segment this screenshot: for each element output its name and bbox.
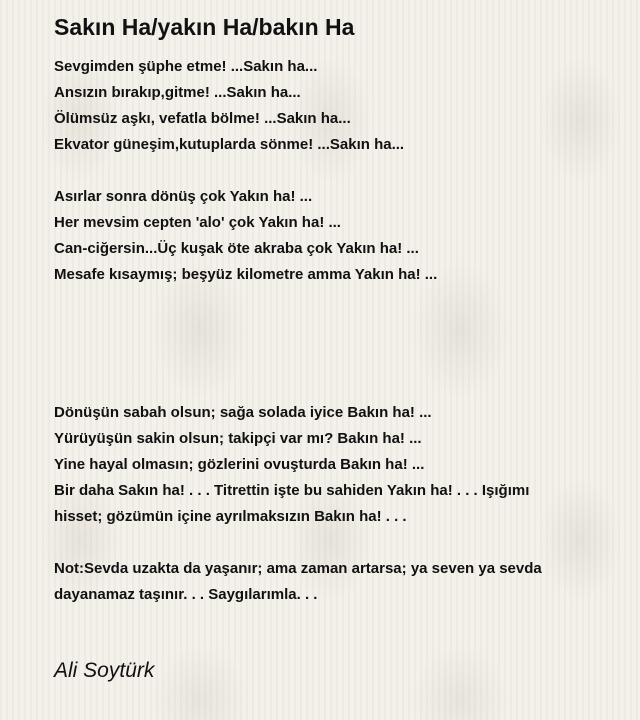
poem-line: Yürüyüşün sakin olsun; takipçi var mı? Bakın ha! ... xyxy=(54,430,422,447)
poem-title: Sakın Ha/yakın Ha/bakın Ha xyxy=(54,14,355,40)
poem-note xyxy=(54,556,630,608)
poem-line: Can-ciğersin...Üç kuşak öte akraba çok Yakın ha! ... xyxy=(54,240,419,257)
poem-line: Her mevsim cepten 'alo' çok Yakın ha! ... xyxy=(54,214,341,231)
poem-line: Ansızın bırakıp,gitme! ...Sakın ha... xyxy=(54,84,301,101)
stanza-3 xyxy=(54,400,630,530)
poem-line: Ölümsüz aşkı, vefatla bölme! ...Sakın ha... xyxy=(54,110,351,127)
poem-line: Asırlar sonra dönüş çok Yakın ha! ... xyxy=(54,188,313,205)
poem-line: Yine hayal olmasın; gözlerini ovuşturda Bakın ha! ... xyxy=(54,456,425,473)
stanza-1 xyxy=(54,54,630,158)
stanza-gap xyxy=(54,530,630,556)
poem-line: hisset; gözümün içine ayrılmaksızın Bakın ha! . . . xyxy=(54,508,407,525)
poem-line: Bir daha Sakın ha! . . . Titrettin işte bu sahiden Yakın ha! . . . Işığımı xyxy=(54,482,530,499)
note-line: Not:Sevda uzakta da yaşanır; ama zaman artarsa; ya seven ya sevda xyxy=(54,560,542,577)
stanza-2 xyxy=(54,184,630,288)
poem-page xyxy=(54,10,630,608)
poem-line: Sevgimden şüphe etme! ...Sakın ha... xyxy=(54,58,318,75)
stanza-gap xyxy=(54,158,630,184)
poem-line: Dönüşün sabah olsun; sağa solada iyice Bakın ha! ... xyxy=(54,404,432,421)
poem-author: Ali Soytürk xyxy=(54,659,155,682)
poem-body xyxy=(54,54,630,608)
stanza-gap xyxy=(54,288,630,400)
poem-line: Mesafe kısaymış; beşyüz kilometre amma Yakın ha! ... xyxy=(54,266,438,283)
note-line: dayanamaz taşınır. . . Saygılarımla. . . xyxy=(54,586,318,603)
poem-line: Ekvator güneşim,kutuplarda sönme! ...Sakın ha... xyxy=(54,136,405,153)
